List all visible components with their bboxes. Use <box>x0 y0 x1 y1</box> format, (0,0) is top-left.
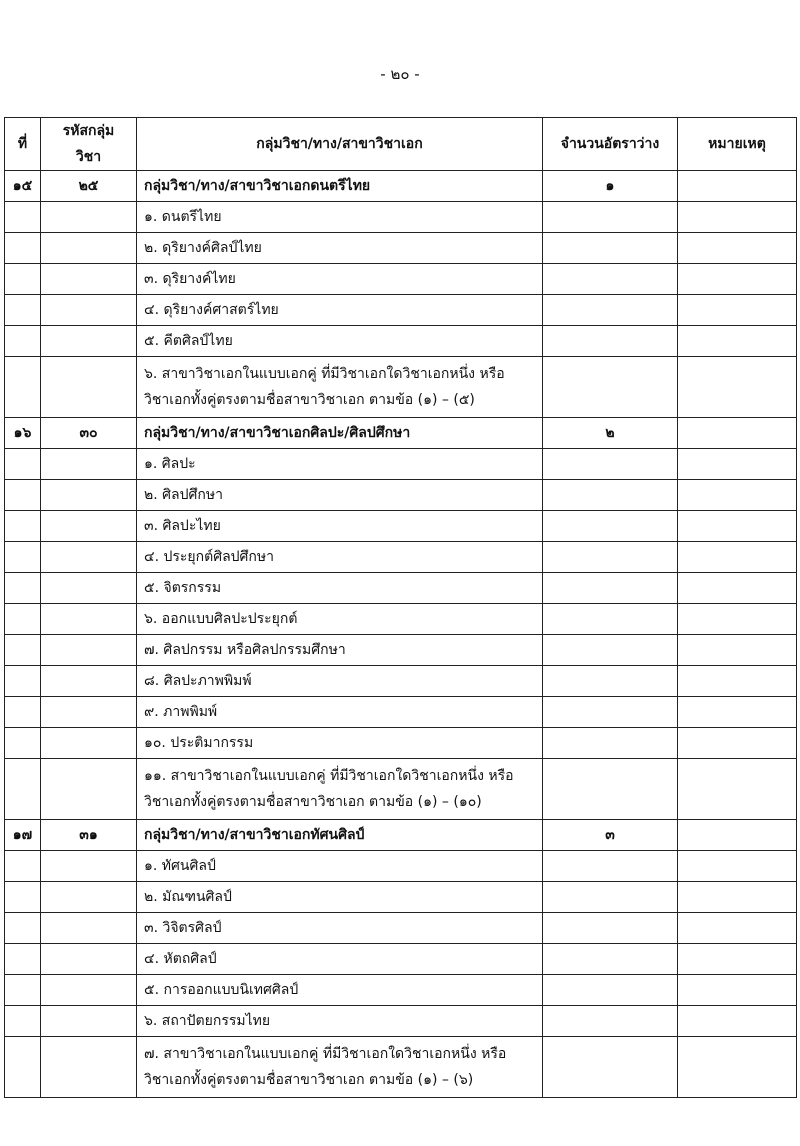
double-major-line1: ๖. สาขาวิชาเอกในแบบเอกคู่ ที่มีวิชาเอกใดวิชาเอกหนึ่ง หรือ <box>144 366 505 382</box>
table-row <box>5 975 797 1006</box>
group-row <box>5 820 797 851</box>
group-remarks <box>678 418 797 449</box>
group-code: ๒๕ <box>41 171 137 202</box>
table-row <box>5 944 797 975</box>
table-row <box>5 264 797 295</box>
table-row <box>5 449 797 480</box>
table-row <box>5 666 797 697</box>
major-item: ๖. สถาปัตยกรรมไทย <box>137 1006 543 1037</box>
table-row <box>5 233 797 264</box>
double-major-line1: ๑๑. สาขาวิชาเอกในแบบเอกคู่ ที่มีวิชาเอกใดวิชาเอกหนึ่ง หรือ <box>144 768 514 784</box>
major-item: ๓. วิจิตรศิลป์ <box>137 913 543 944</box>
table-row <box>5 913 797 944</box>
major-item: ๓. ศิลปะไทย <box>137 511 543 542</box>
table-row <box>5 728 797 759</box>
major-item: ๔. หัตถศิลป์ <box>137 944 543 975</box>
major-item: ๑. ศิลปะ <box>137 449 543 480</box>
header-code-line1: รหัสกลุ่ม <box>62 123 115 139</box>
double-major-item <box>137 357 543 418</box>
header-remarks: หมายเหตุ <box>678 118 797 171</box>
table-row <box>5 357 797 418</box>
table-row <box>5 542 797 573</box>
major-item: ๕. คีตศิลป์ไทย <box>137 326 543 357</box>
major-item: ๔. ประยุกต์ศิลปศึกษา <box>137 542 543 573</box>
major-item: ๓. ดุริยางค์ไทย <box>137 264 543 295</box>
group-no: ๑๗ <box>5 820 41 851</box>
major-item: ๑๐. ประติมากรรม <box>137 728 543 759</box>
header-vacancies: จำนวนอัตราว่าง <box>543 118 678 171</box>
major-item: ๗. ศิลปกรรม หรือศิลปกรรมศึกษา <box>137 635 543 666</box>
group-remarks <box>678 820 797 851</box>
major-item: ๑. ดนตรีไทย <box>137 202 543 233</box>
vacancy-table <box>4 117 797 1098</box>
double-major-line2: วิชาเอกทั้งคู่ตรงตามชื่อสาขาวิชาเอก ตามข้อ (๑) – (๕) <box>144 392 475 408</box>
group-remarks <box>678 171 797 202</box>
table-row <box>5 697 797 728</box>
double-major-line2: วิชาเอกทั้งคู่ตรงตามชื่อสาขาวิชาเอก ตามข้อ (๑) – (๑๐) <box>144 794 482 810</box>
table-row <box>5 326 797 357</box>
table-row <box>5 882 797 913</box>
major-item: ๒. ดุริยางค์ศิลป์ไทย <box>137 233 543 264</box>
header-subject-group: กลุ่มวิชา/ทาง/สาขาวิชาเอก <box>137 118 543 171</box>
group-vacancies: ๑ <box>543 171 678 202</box>
page-number: - ๒๐ - <box>380 65 420 83</box>
group-title: กลุ่มวิชา/ทาง/สาขาวิชาเอกศิลปะ/ศิลปศึกษา <box>137 418 543 449</box>
group-row <box>5 418 797 449</box>
group-title: กลุ่มวิชา/ทาง/สาขาวิชาเอกดนตรีไทย <box>137 171 543 202</box>
group-no: ๑๕ <box>5 171 41 202</box>
group-vacancies: ๒ <box>543 418 678 449</box>
table-header-row <box>5 118 797 171</box>
double-major-item <box>137 759 543 820</box>
table-row <box>5 573 797 604</box>
table-row <box>5 604 797 635</box>
group-title: กลุ่มวิชา/ทาง/สาขาวิชาเอกทัศนศิลป์ <box>137 820 543 851</box>
table-row <box>5 1037 797 1098</box>
major-item: ๒. ศิลปศึกษา <box>137 480 543 511</box>
group-vacancies: ๓ <box>543 820 678 851</box>
group-code: ๓๐ <box>41 418 137 449</box>
major-item: ๑. ทัศนศิลป์ <box>137 851 543 882</box>
major-item: ๕. จิตรกรรม <box>137 573 543 604</box>
header-code-line2: วิชา <box>75 149 102 165</box>
group-code: ๓๑ <box>41 820 137 851</box>
major-item: ๔. ดุริยางค์ศาสตร์ไทย <box>137 295 543 326</box>
header-group-code <box>41 118 137 171</box>
header-no: ที่ <box>5 118 41 171</box>
group-row <box>5 171 797 202</box>
table-row <box>5 202 797 233</box>
table-row <box>5 759 797 820</box>
table-row <box>5 851 797 882</box>
major-item: ๘. ศิลปะภาพพิมพ์ <box>137 666 543 697</box>
table-row <box>5 511 797 542</box>
double-major-item <box>137 1037 543 1098</box>
double-major-line1: ๗. สาขาวิชาเอกในแบบเอกคู่ ที่มีวิชาเอกใดวิชาเอกหนึ่ง หรือ <box>144 1046 507 1062</box>
major-item: ๖. ออกแบบศิลปะประยุกต์ <box>137 604 543 635</box>
table-row <box>5 295 797 326</box>
table-row <box>5 1006 797 1037</box>
major-item: ๒. มัณฑนศิลป์ <box>137 882 543 913</box>
group-no: ๑๖ <box>5 418 41 449</box>
major-item: ๙. ภาพพิมพ์ <box>137 697 543 728</box>
table-row <box>5 635 797 666</box>
double-major-line2: วิชาเอกทั้งคู่ตรงตามชื่อสาขาวิชาเอก ตามข้อ (๑) – (๖) <box>144 1072 474 1088</box>
major-item: ๕. การออกแบบนิเทศศิลป์ <box>137 975 543 1006</box>
table-row <box>5 480 797 511</box>
